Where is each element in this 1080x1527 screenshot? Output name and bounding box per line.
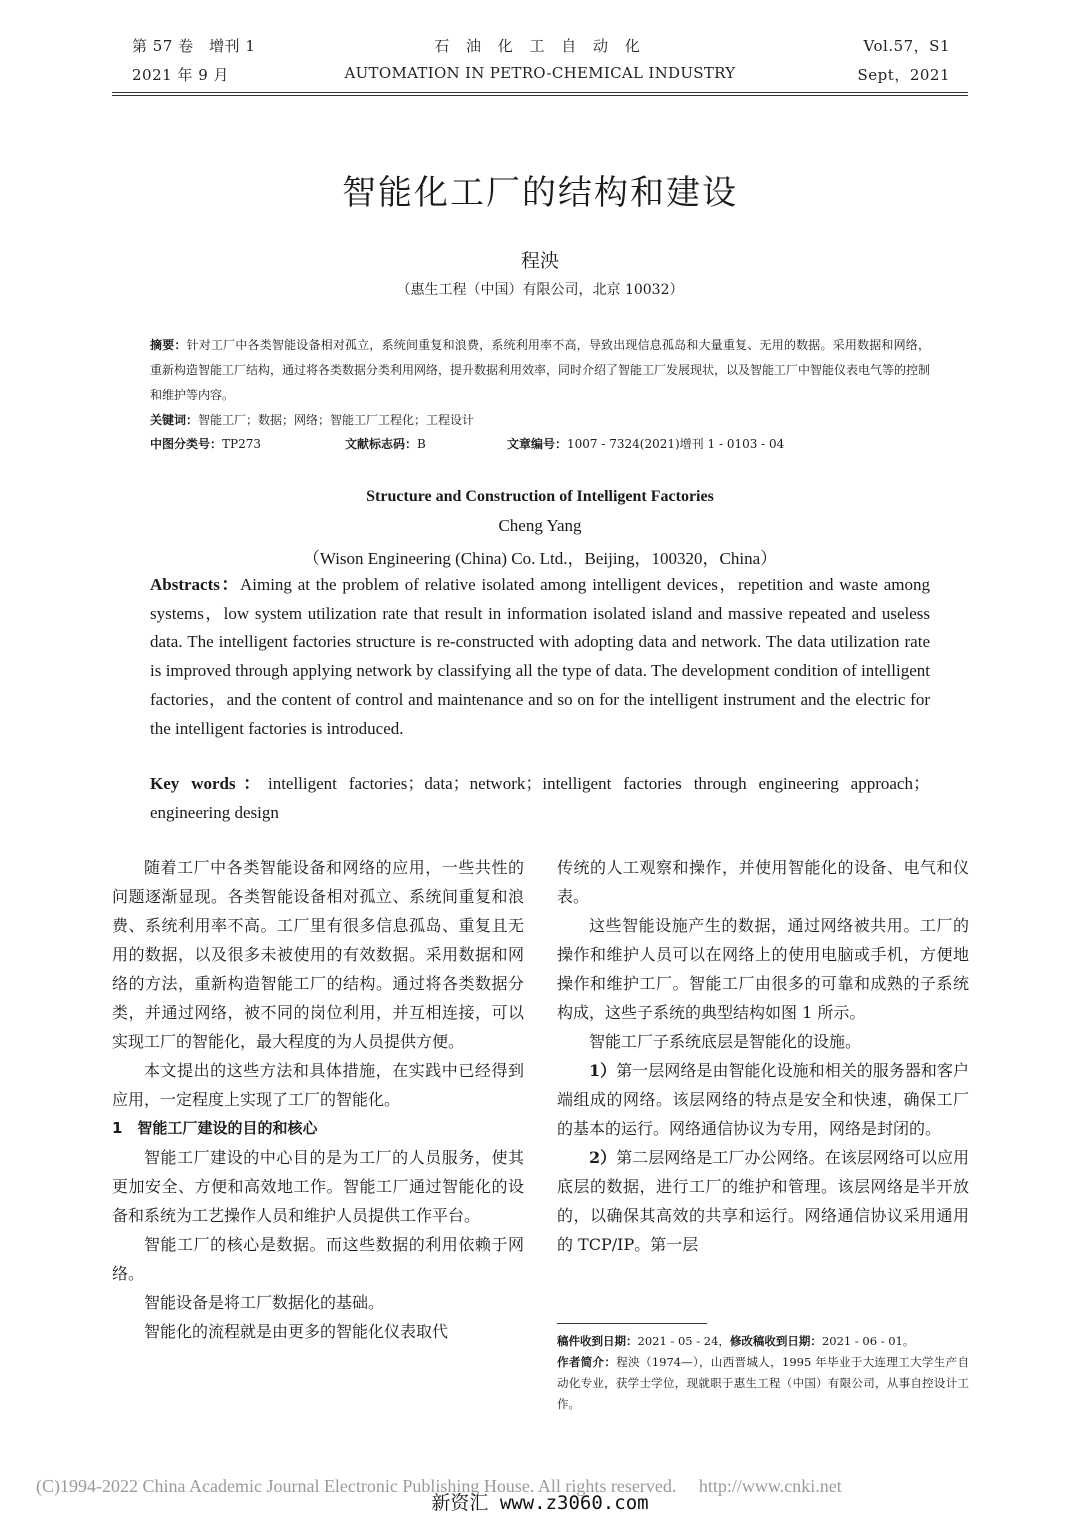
author-en: Cheng Yang [498, 516, 582, 535]
body-paragraph: 智能设备是将工厂数据化的基础。 [144, 1293, 385, 1312]
bio-text: 程泱（1974—），山西晋城人，1995 年毕业于大连理工大学生产自动化专业，获学士学位，现就职于惠生工程（中国）有限公司，从事自控设计工作。 [557, 1355, 970, 1411]
list-item-2 [557, 1143, 969, 1259]
revised-value: 2021 - 06 - 01。 [821, 1334, 915, 1348]
doc-label: 文献标志码： [345, 437, 418, 451]
body-paragraph: 智能工厂的核心是数据。而这些数据的利用依赖于网络。 [112, 1235, 524, 1283]
watermark: 新资汇 www.z3060.com [431, 1492, 649, 1514]
copyright-notice: (C)1994-2022 China Academic Journal Electronic Publishing House. All rights reserved. http://www.cnki.net [36, 1476, 842, 1496]
revised-label: 修改稿收到日期： [729, 1334, 822, 1348]
article-number [507, 435, 784, 452]
list-item-1 [557, 1056, 969, 1143]
list-number: 1） [589, 1061, 617, 1080]
header-rule [112, 92, 968, 93]
keywords-en-text: intelligent factories；data；network；intelligent factories through engineering approach；engineering design [150, 774, 930, 822]
abstract-cn [150, 333, 930, 433]
author-cn: 程泱 [520, 250, 559, 272]
affiliation-cn: （惠生工程（中国）有限公司，北京 10032） [396, 282, 684, 298]
abstract-en [150, 571, 930, 743]
keywords-cn-label: 关键词： [150, 413, 199, 427]
keywords-en-label: Key words： [150, 774, 268, 793]
clc-number [150, 435, 261, 452]
received-label: 稿件收到日期： [557, 1334, 638, 1348]
paper-title-en: Structure and Construction of Intelligent Factories [366, 488, 714, 505]
body-paragraph: 本文提出的这些方法和具体措施，在实践中已经得到应用，一定程度上实现了工厂的智能化。 [112, 1061, 524, 1109]
abstract-en-text: Aiming at the problem of relative isolated among intelligent devices，repetition and waste among systems，low system utilization rate that result in information isolated island and massive repeated and useless data. The intelligent factories structure is re-constructed with adopting data and network. The data utilization rate is improved through applying network by classifying all the type of data. The development condition of intelligent factories，and the content of control and maintenance and so on for the intelligent instrument and the electric for the intelligent factories is introduced. [150, 575, 930, 738]
header-volume-en: Vol.57，S1 [863, 37, 950, 55]
article-label: 文章编号： [507, 437, 568, 451]
clc-label: 中图分类号： [150, 437, 223, 451]
header-date-en: Sept，2021 [857, 66, 950, 84]
footnote-rule [557, 1323, 707, 1324]
keywords-en [150, 770, 930, 827]
document-code [345, 435, 426, 452]
list-number: 2） [589, 1148, 617, 1167]
header-volume-issue: 第 57 卷 增刊 1 [132, 37, 256, 55]
article-value: 1007 - 7324(2021)增刊 1 - 0103 - 04 [567, 437, 785, 451]
abstract-cn-text: 针对工厂中各类智能设备相对孤立，系统间重复和浪费，系统利用率不高，导致出现信息孤岛和大量重复、无用的数据。采用数据和网络，重新构造智能工厂结构，通过将各类数据分类利用网络，提升数据利用效率，同时介绍了智能工厂发展现状，以及智能工厂中智能仪表电气等的控制和维护等内容。 [150, 338, 931, 402]
received-value: 2021 - 05 - 24， [637, 1334, 730, 1348]
footnote [557, 1331, 969, 1415]
clc-value: TP273 [222, 437, 261, 451]
bio-label: 作者简介： [557, 1355, 617, 1369]
body-paragraph: 智能工厂建设的中心目的是为工厂的人员服务，使其更加安全、方便和高效地工作。智能工厂通过智能化的设备和系统为工艺操作人员和维护人员提供工作平台。 [112, 1148, 524, 1225]
keywords-cn-text: 智能工厂；数据；网络；智能工厂工程化；工程设计 [198, 413, 475, 427]
body-paragraph: 智能化的流程就是由更多的智能化仪表取代 [144, 1322, 449, 1341]
body-paragraph: 智能工厂子系统底层是智能化的设施。 [589, 1032, 862, 1051]
body-paragraph: 这些智能设施产生的数据，通过网络被共用。工厂的操作和维护人员可以在网络上的使用电脑或手机，方便地操作和维护工厂。智能工厂由很多的可靠和成熟的子系统构成，这些子系统的典型结构如图 1 所示。 [557, 916, 969, 1022]
list-text: 第二层网络是工厂办公网络。在该层网络可以应用底层的数据，进行工厂的维护和管理。该层网络是半开放的，以确保其高效的共享和运行。网络通信协议采用通用的 TCP/IP。第一层 [557, 1148, 969, 1254]
affiliation-en: （Wison Engineering (China) Co. Ltd.，Beijing，100320，China） [302, 549, 778, 568]
header-journal-cn: 石 油 化 工 自 动 化 [434, 37, 646, 55]
paper-title-cn: 智能化工厂的结构和建设 [342, 173, 738, 213]
header-date-cn: 2021 年 9 月 [132, 66, 230, 84]
section-heading-1: 1 智能工厂建设的目的和核心 [112, 1119, 318, 1137]
body-right-column [557, 853, 969, 1259]
body-paragraph: 随着工厂中各类智能设备和网络的应用，一些共性的问题逐渐显现。各类智能设备相对孤立、系统间重复和浪费、系统利用率不高。工厂里有很多信息孤岛、重复且无用的数据，以及很多未被使用的有效数据。采用数据和网络的方法，重新构造智能工厂的结构。通过将各类数据分类，并通过网络，被不同的岗位利用，并互相连接，可以实现工厂的智能化，最大程度的为人员提供方便。 [112, 858, 524, 1051]
list-text: 第一层网络是由智能化设施和相关的服务器和客户端组成的网络。该层网络的特点是安全和快速，确保工厂的基本的运行。网络通信协议为专用，网络是封闭的。 [557, 1061, 969, 1138]
header-journal-en: AUTOMATION IN PETRO-CHEMICAL INDUSTRY [344, 64, 736, 82]
body-left-column [112, 853, 524, 1346]
abstract-en-label: Abstracts： [150, 575, 240, 594]
header-rule-second [112, 95, 968, 96]
abstract-cn-label: 摘要： [150, 338, 187, 352]
doc-value: B [417, 437, 426, 451]
body-paragraph: 传统的人工观察和操作，并使用智能化的设备、电气和仪表。 [557, 858, 969, 906]
